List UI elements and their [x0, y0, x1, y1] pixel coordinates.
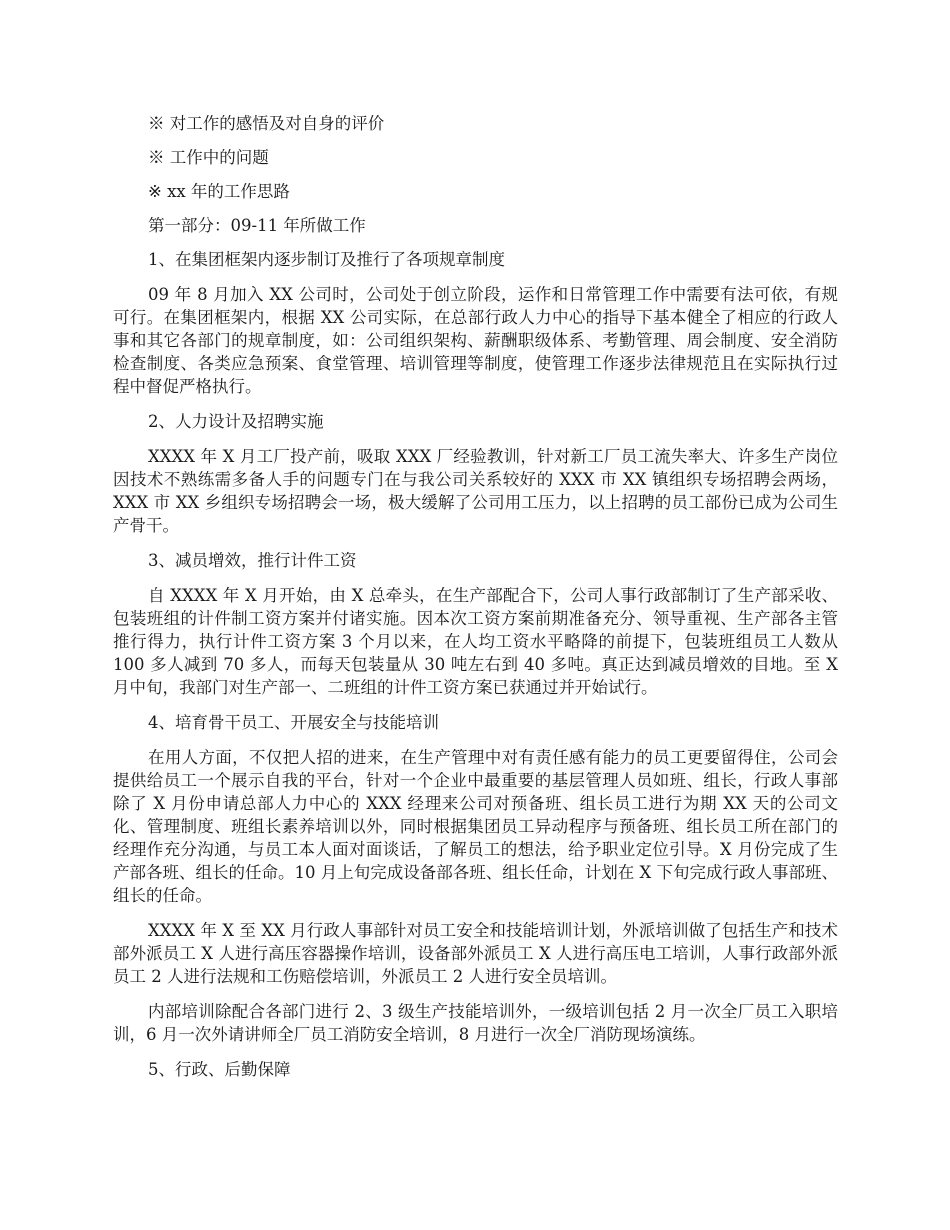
outline-item-problems: ※ 工作中的问题 [148, 148, 269, 167]
section-heading-4: 4、培育骨干员工、开展安全与技能培训 [148, 713, 439, 732]
outline-item-reflection: ※ 对工作的感悟及对自身的评价 [148, 114, 385, 133]
part-heading: 第一部分：09-11 年所做工作 [148, 216, 366, 235]
section-heading-1: 1、在集团框架内逐步制订及推行了各项规章制度 [148, 250, 505, 269]
section-4-paragraph-1: 在用人方面，不仅把人招的进来，在生产管理中对有责任感有能力的员工更要留得住，公司会提供给员工一个展示自我的平台，针对一个企业中最重要的基层管理人员如班、组长，行政人事部除了 X 月份申请总部人力中心的 XXX 经理来公司对预备班、组长员工进行为期 XX 天的公司文化、管理制度、班组长素养培训以外，同时根据集团员工异动程序与预备班、组长员工所在部门的经理作充分沟通，与员工本人面对面谈话，了解员工的想法，给予职业定位引导。X 月份完成了生产部各班、组长的任命。10 月上旬完成设备部各班、组长任命，计划在 X 下旬完成行政人事部班、组长的任命。 [113, 748, 838, 905]
section-heading-5: 5、行政、后勤保障 [148, 1060, 291, 1079]
section-2-paragraph: XXXX 年 X 月工厂投产前，吸取 XXX 厂经验教训，针对新工厂员工流失率大、许多生产岗位因技术不熟练需多备人手的问题专门在与我公司关系较好的 XXX 市 XX 镇组织专场招聘会两场，XXX 市 XX 乡组织专场招聘会一场，极大缓解了公司用工压力，以上招聘的员工部份已成为公司生产骨干。 [113, 447, 838, 535]
outline-item-work-plan: ※ xx 年的工作思路 [148, 182, 290, 201]
section-3-paragraph: 自 XXXX 年 X 月开始，由 X 总牵头，在生产部配合下，公司人事行政部制订了生产部采收、包装班组的计件制工资方案并付诸实施。因本次工资方案前期准备充分、领导重视、生产部各主管推行得力，执行计件工资方案 3 个月以来，在人均工资水平略降的前提下，包装班组员工人数从 100 多人减到 70 多人，而每天包装量从 30 吨左右到 40 多吨。真正达到减员增效的目地。至 X 月中旬，我部门对生产部一、二班组的计件工资方案已获通过并开始试行。 [113, 586, 838, 697]
section-heading-3: 3、减员增效，推行计件工资 [148, 551, 357, 570]
section-heading-2: 2、人力设计及招聘实施 [148, 412, 324, 431]
document-page [113, 112, 838, 1081]
section-1-paragraph: 09 年 8 月加入 XX 公司时，公司处于创立阶段，运作和日常管理工作中需要有法可依，有规可行。在集团框架内，根据 XX 公司实际，在总部行政人力中心的指导下基本健全了相应的行政人事和其它各部门的规章制度，如：公司组织架构、薪酬职级体系、考勤管理、周会制度、安全消防检查制度、各类应急预案、食堂管理、培训管理等制度，使管理工作逐步法律规范且在实际执行过程中督促严格执行。 [113, 285, 838, 396]
section-4-paragraph-2: XXXX 年 X 至 XX 月行政人事部针对员工安全和技能培训计划，外派培训做了包括生产和技术部外派员工 X 人进行高压容器操作培训，设备部外派员工 X 人进行高压电工培训，人事行政部外派员工 2 人进行法规和工伤赔偿培训，外派员工 2 人进行安全员培训。 [113, 921, 838, 986]
section-4-paragraph-3: 内部培训除配合各部门进行 2、3 级生产技能培训外，一级培训包括 2 月一次全厂员工入职培训，6 月一次外请讲师全厂员工消防安全培训，8 月进行一次全厂消防现场演练。 [113, 1002, 838, 1044]
